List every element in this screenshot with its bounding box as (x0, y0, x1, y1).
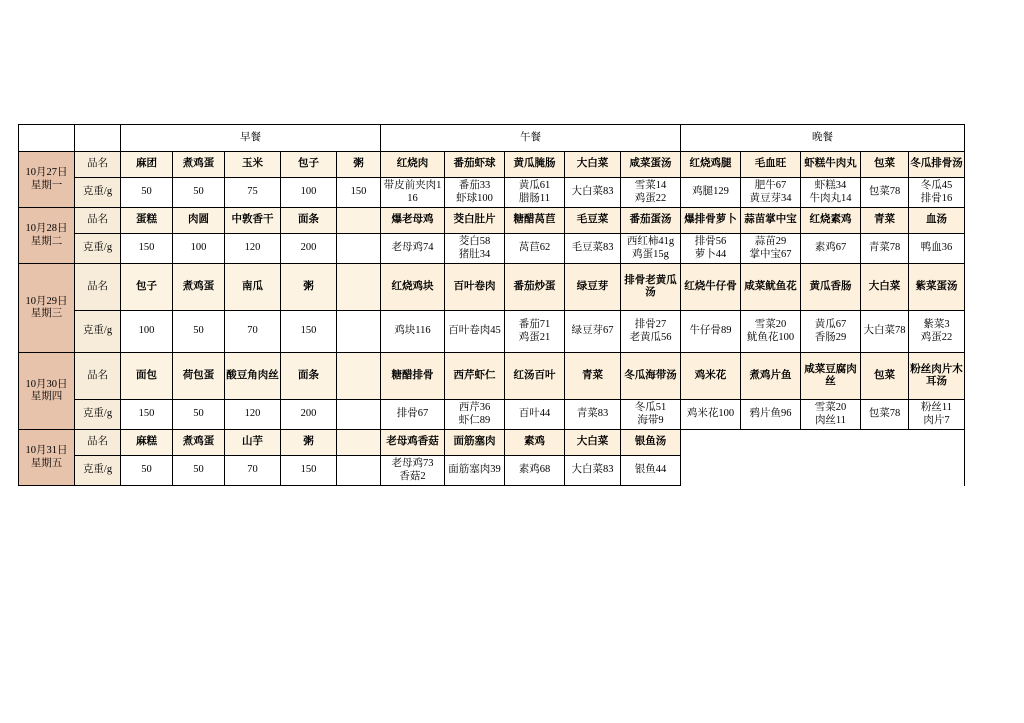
dinner-weight-5-3 (801, 456, 861, 486)
lunch-item-1-5: 咸菜蛋汤 (621, 152, 681, 178)
dinner-item-5-1 (681, 430, 741, 456)
breakfast-item-5-5 (337, 430, 381, 456)
lunch-weight-4-5: 冬瓜51 海带9 (621, 400, 681, 430)
breakfast-weight-3-3: 70 (225, 311, 281, 353)
breakfast-weight-5-2: 50 (173, 456, 225, 486)
breakfast-item-1-3: 玉米 (225, 152, 281, 178)
lunch-item-3-1: 红烧鸡块 (381, 264, 445, 311)
dinner-weight-5-4 (861, 456, 909, 486)
breakfast-weight-5-5 (337, 456, 381, 486)
breakfast-item-3-1: 包子 (121, 264, 173, 311)
breakfast-item-1-5: 粥 (337, 152, 381, 178)
lunch-item-4-1: 糖醋排骨 (381, 353, 445, 400)
day-label-5 (19, 430, 75, 486)
table-row (19, 152, 965, 178)
day-weekday-2: 星期二 (30, 235, 63, 247)
day-label-3 (19, 264, 75, 353)
lunch-weight-3-3: 番茄71 鸡蛋21 (505, 311, 565, 353)
dinner-weight-2-5: 鸭血36 (909, 234, 965, 264)
day-label-1 (19, 152, 75, 208)
row-label-name-5: 品名 (75, 430, 121, 456)
dinner-item-2-3: 红烧素鸡 (801, 208, 861, 234)
dinner-item-4-2: 煮鸡片鱼 (741, 353, 801, 400)
lunch-item-5-3: 素鸡 (505, 430, 565, 456)
table-header-row (19, 125, 965, 152)
breakfast-weight-3-2: 50 (173, 311, 225, 353)
dinner-item-1-5: 冬瓜排骨汤 (909, 152, 965, 178)
breakfast-item-5-1: 麻糕 (121, 430, 173, 456)
dinner-item-2-1: 爆排骨萝卜 (681, 208, 741, 234)
weekly-menu-table (18, 124, 965, 486)
lunch-weight-1-1: 带皮前夹肉116 (381, 178, 445, 208)
breakfast-item-1-2: 煮鸡蛋 (173, 152, 225, 178)
dinner-item-3-3: 黄瓜香肠 (801, 264, 861, 311)
dinner-item-5-2 (741, 430, 801, 456)
lunch-weight-5-1: 老母鸡73 香菇2 (381, 456, 445, 486)
lunch-weight-3-4: 绿豆芽67 (565, 311, 621, 353)
lunch-weight-5-2: 面筋塞肉39 (445, 456, 505, 486)
breakfast-weight-2-2: 100 (173, 234, 225, 264)
dinner-weight-3-3: 黄瓜67 香肠29 (801, 311, 861, 353)
row-label-weight-1: 克重/g (75, 178, 121, 208)
lunch-item-3-5: 排骨老黄瓜汤 (621, 264, 681, 311)
lunch-weight-5-3: 素鸡68 (505, 456, 565, 486)
breakfast-weight-4-2: 50 (173, 400, 225, 430)
breakfast-weight-2-1: 150 (121, 234, 173, 264)
dinner-weight-1-4: 包菜78 (861, 178, 909, 208)
breakfast-item-2-4: 面条 (281, 208, 337, 234)
dinner-item-4-5: 粉丝肉片木耳汤 (909, 353, 965, 400)
table-row (19, 264, 965, 311)
lunch-item-4-2: 西芹虾仁 (445, 353, 505, 400)
dinner-item-2-5: 血汤 (909, 208, 965, 234)
breakfast-weight-5-1: 50 (121, 456, 173, 486)
day-weekday-3: 星期三 (30, 308, 63, 319)
dinner-weight-4-5: 粉丝11 肉片7 (909, 400, 965, 430)
breakfast-weight-4-3: 120 (225, 400, 281, 430)
dinner-weight-3-4: 大白菜78 (861, 311, 909, 353)
table-row (19, 353, 965, 400)
dinner-item-3-4: 大白菜 (861, 264, 909, 311)
breakfast-weight-4-5 (337, 400, 381, 430)
breakfast-weight-1-3: 75 (225, 178, 281, 208)
day-date-5: 10月31日 (25, 445, 68, 457)
lunch-weight-1-3: 黄瓜61 腊肠11 (505, 178, 565, 208)
breakfast-item-4-3: 酸豆角肉丝 (225, 353, 281, 400)
breakfast-item-4-5 (337, 353, 381, 400)
breakfast-item-3-4: 粥 (281, 264, 337, 311)
breakfast-item-5-2: 煮鸡蛋 (173, 430, 225, 456)
table-row (19, 311, 965, 353)
day-weekday-4: 星期四 (30, 391, 63, 402)
lunch-item-1-2: 番茄虾球 (445, 152, 505, 178)
lunch-weight-2-5: 西红柿41g 鸡蛋15g (621, 234, 681, 264)
lunch-item-3-2: 百叶卷肉 (445, 264, 505, 311)
dinner-item-4-3: 咸菜豆腐肉丝 (801, 353, 861, 400)
day-weekday-1: 星期一 (30, 179, 63, 191)
dinner-item-4-4: 包菜 (861, 353, 909, 400)
breakfast-weight-5-3: 70 (225, 456, 281, 486)
lunch-item-4-5: 冬瓜海带汤 (621, 353, 681, 400)
lunch-weight-2-2: 茭白58 猪肚34 (445, 234, 505, 264)
breakfast-weight-1-4: 100 (281, 178, 337, 208)
lunch-item-5-2: 面筋塞肉 (445, 430, 505, 456)
lunch-weight-5-5: 银鱼44 (621, 456, 681, 486)
dinner-weight-4-1: 鸡米花100 (681, 400, 741, 430)
header-breakfast: 早餐 (121, 125, 381, 152)
table-row (19, 234, 965, 264)
dinner-item-3-1: 红烧牛仔骨 (681, 264, 741, 311)
breakfast-weight-3-5 (337, 311, 381, 353)
dinner-weight-2-1: 排骨56 萝卜44 (681, 234, 741, 264)
dinner-item-1-2: 毛血旺 (741, 152, 801, 178)
breakfast-item-4-2: 荷包蛋 (173, 353, 225, 400)
row-label-name-4: 品名 (75, 353, 121, 400)
lunch-item-1-3: 黄瓜腌肠 (505, 152, 565, 178)
breakfast-item-4-4: 面条 (281, 353, 337, 400)
lunch-item-1-1: 红烧肉 (381, 152, 445, 178)
breakfast-item-3-5 (337, 264, 381, 311)
breakfast-item-1-4: 包子 (281, 152, 337, 178)
breakfast-weight-1-2: 50 (173, 178, 225, 208)
row-label-weight-2: 克重/g (75, 234, 121, 264)
dinner-weight-4-3: 雪菜20 肉丝11 (801, 400, 861, 430)
dinner-weight-4-2: 鸦片鱼96 (741, 400, 801, 430)
dinner-weight-3-2: 雪菜20 鱿鱼花100 (741, 311, 801, 353)
lunch-item-5-5: 银鱼汤 (621, 430, 681, 456)
day-date-2: 10月28日 (25, 223, 68, 235)
row-label-name-1: 品名 (75, 152, 121, 178)
lunch-item-4-4: 青菜 (565, 353, 621, 400)
lunch-item-3-4: 绿豆芽 (565, 264, 621, 311)
lunch-weight-3-5: 排骨27 老黄瓜56 (621, 311, 681, 353)
lunch-item-3-3: 番茄炒蛋 (505, 264, 565, 311)
lunch-weight-4-3: 百叶44 (505, 400, 565, 430)
dinner-item-1-3: 虾糕牛肉丸 (801, 152, 861, 178)
lunch-weight-4-2: 西芹36 虾仁89 (445, 400, 505, 430)
dinner-weight-1-5: 冬瓜45 排骨16 (909, 178, 965, 208)
day-label-4 (19, 353, 75, 430)
day-date-1: 10月27日 (25, 167, 68, 179)
dinner-item-2-2: 蒜苗掌中宝 (741, 208, 801, 234)
breakfast-item-1-1: 麻团 (121, 152, 173, 178)
day-date-3: 10月29日 (25, 295, 68, 307)
table-row (19, 430, 965, 456)
dinner-item-1-4: 包菜 (861, 152, 909, 178)
breakfast-item-3-3: 南瓜 (225, 264, 281, 311)
lunch-weight-4-1: 排骨67 (381, 400, 445, 430)
dinner-item-3-2: 咸菜鱿鱼花 (741, 264, 801, 311)
table-row (19, 178, 965, 208)
day-label-2 (19, 208, 75, 264)
breakfast-item-3-2: 煮鸡蛋 (173, 264, 225, 311)
lunch-weight-4-4: 青菜83 (565, 400, 621, 430)
header-corner-empty-2 (75, 125, 121, 152)
dinner-weight-1-1: 鸡腿129 (681, 178, 741, 208)
dinner-weight-5-2 (741, 456, 801, 486)
lunch-item-2-2: 茭白肚片 (445, 208, 505, 234)
lunch-weight-3-2: 百叶卷肉45 (445, 311, 505, 353)
dinner-weight-3-5: 紫菜3 鸡蛋22 (909, 311, 965, 353)
dinner-item-1-1: 红烧鸡腿 (681, 152, 741, 178)
lunch-weight-2-1: 老母鸡74 (381, 234, 445, 264)
breakfast-weight-3-1: 100 (121, 311, 173, 353)
header-corner-empty (19, 125, 75, 152)
breakfast-item-4-1: 面包 (121, 353, 173, 400)
dinner-weight-3-1: 牛仔骨89 (681, 311, 741, 353)
lunch-item-2-4: 毛豆菜 (565, 208, 621, 234)
breakfast-item-5-3: 山芋 (225, 430, 281, 456)
row-label-name-3: 品名 (75, 264, 121, 311)
breakfast-item-2-3: 中敦香干 (225, 208, 281, 234)
lunch-weight-3-1: 鸡块116 (381, 311, 445, 353)
dinner-weight-5-1 (681, 456, 741, 486)
table-row (19, 456, 965, 486)
lunch-weight-1-2: 番茄33 虾球100 (445, 178, 505, 208)
lunch-weight-1-5: 雪菜14 鸡蛋22 (621, 178, 681, 208)
lunch-weight-2-3: 莴苣62 (505, 234, 565, 264)
breakfast-weight-3-4: 150 (281, 311, 337, 353)
lunch-item-2-5: 番茄蛋汤 (621, 208, 681, 234)
dinner-item-5-3 (801, 430, 861, 456)
day-date-4: 10月30日 (25, 378, 68, 390)
row-label-weight-3: 克重/g (75, 311, 121, 353)
weekly-menu-table-wrapper (18, 124, 965, 486)
dinner-item-2-4: 青菜 (861, 208, 909, 234)
lunch-weight-2-4: 毛豆菜83 (565, 234, 621, 264)
breakfast-weight-4-1: 150 (121, 400, 173, 430)
dinner-item-5-4 (861, 430, 909, 456)
lunch-item-5-1: 老母鸡香菇 (381, 430, 445, 456)
dinner-item-4-1: 鸡米花 (681, 353, 741, 400)
breakfast-weight-2-4: 200 (281, 234, 337, 264)
lunch-weight-5-4: 大白菜83 (565, 456, 621, 486)
dinner-weight-2-3: 素鸡67 (801, 234, 861, 264)
dinner-weight-2-2: 蒜苗29 掌中宝67 (741, 234, 801, 264)
lunch-item-5-4: 大白菜 (565, 430, 621, 456)
row-label-name-2: 品名 (75, 208, 121, 234)
breakfast-weight-2-5 (337, 234, 381, 264)
lunch-item-2-1: 爆老母鸡 (381, 208, 445, 234)
day-weekday-5: 星期五 (30, 457, 63, 469)
dinner-weight-1-2: 肥牛67 黄豆芽34 (741, 178, 801, 208)
breakfast-weight-1-5: 150 (337, 178, 381, 208)
table-row (19, 208, 965, 234)
header-dinner: 晚餐 (681, 125, 965, 152)
breakfast-weight-4-4: 200 (281, 400, 337, 430)
dinner-weight-5-5 (909, 456, 965, 486)
dinner-weight-2-4: 青菜78 (861, 234, 909, 264)
lunch-weight-1-4: 大白菜83 (565, 178, 621, 208)
lunch-item-2-3: 糖醋莴苣 (505, 208, 565, 234)
breakfast-item-2-1: 蛋糕 (121, 208, 173, 234)
lunch-item-4-3: 红汤百叶 (505, 353, 565, 400)
breakfast-item-2-2: 肉圆 (173, 208, 225, 234)
breakfast-weight-1-1: 50 (121, 178, 173, 208)
breakfast-weight-5-4: 150 (281, 456, 337, 486)
dinner-item-5-5 (909, 430, 965, 456)
breakfast-item-2-5 (337, 208, 381, 234)
breakfast-item-5-4: 粥 (281, 430, 337, 456)
dinner-weight-4-4: 包菜78 (861, 400, 909, 430)
dinner-weight-1-3: 虾糕34 牛肉丸14 (801, 178, 861, 208)
breakfast-weight-2-3: 120 (225, 234, 281, 264)
table-row (19, 400, 965, 430)
dinner-item-3-5: 紫菜蛋汤 (909, 264, 965, 311)
row-label-weight-4: 克重/g (75, 400, 121, 430)
header-lunch: 午餐 (381, 125, 681, 152)
lunch-item-1-4: 大白菜 (565, 152, 621, 178)
row-label-weight-5: 克重/g (75, 456, 121, 486)
